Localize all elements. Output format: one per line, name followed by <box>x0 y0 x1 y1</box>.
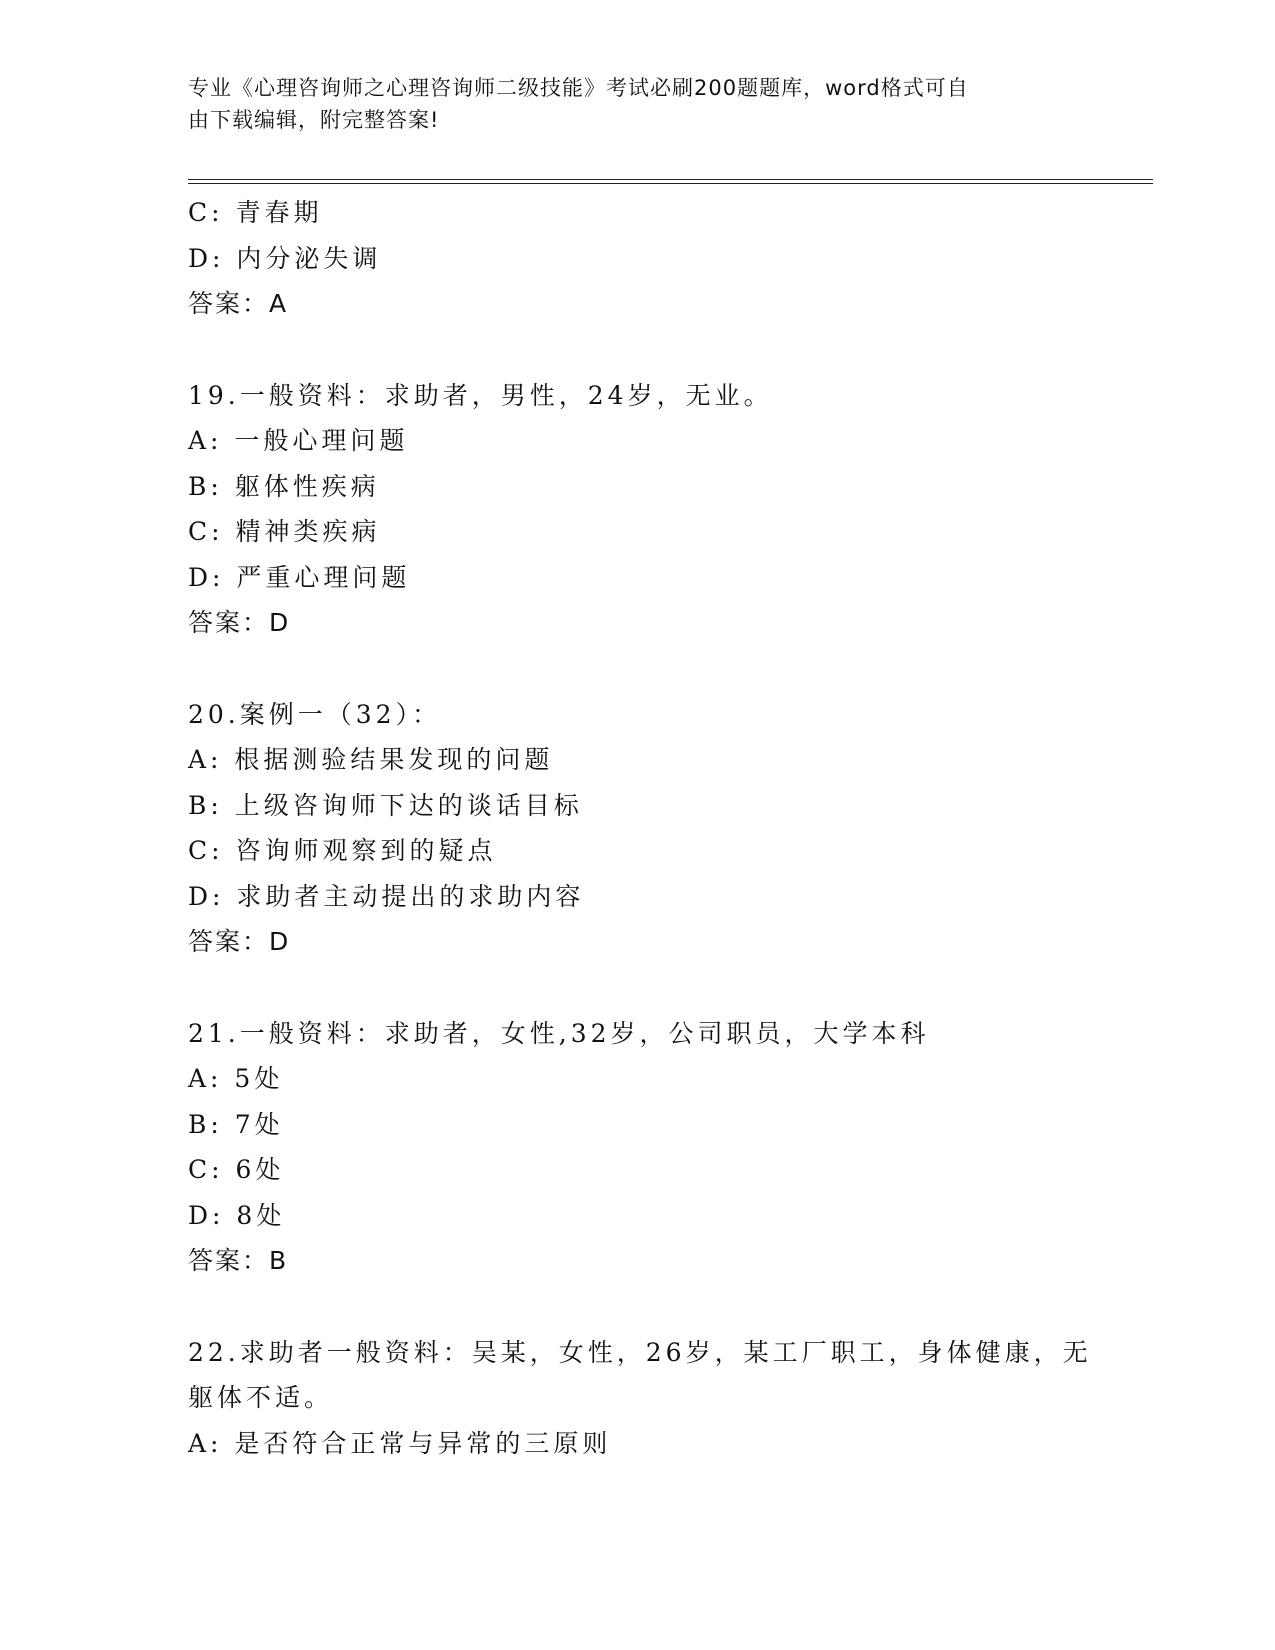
document-header <box>188 72 1088 136</box>
question-stem: 20.案例一（32）： <box>188 699 442 729</box>
answer-line: 答案：B <box>188 1246 289 1275</box>
question-stem: 19.一般资料：求助者，男性，24岁，无业。 <box>188 380 773 410</box>
option-a: A: 是否符合正常与异常的三原则 <box>188 1428 612 1458</box>
option-b: B: 躯体性疾病 <box>188 471 380 501</box>
answer-line: 答案：D <box>188 608 291 637</box>
option-c: C: 精神类疾病 <box>188 517 381 546</box>
answer-line: 答案：A <box>188 289 289 318</box>
question-spacer <box>188 1284 1128 1330</box>
option-d: D: 内分泌失调 <box>188 243 382 273</box>
option-b: B: 上级咨询师下达的谈话目标 <box>188 790 583 820</box>
header-line-1: 专业《心理咨询师之心理咨询师二级技能》考试必刷200题题库，word格式可自 <box>188 76 969 100</box>
header-rule-top <box>188 179 1153 180</box>
option-d: D: 8处 <box>188 1200 286 1230</box>
header-line-2: 由下载编辑，附完整答案! <box>188 108 440 132</box>
option-c: C: 6处 <box>188 1155 285 1184</box>
header-rule-bottom <box>188 183 1153 184</box>
option-a: A: 5处 <box>188 1064 284 1093</box>
question-list <box>188 190 1128 1466</box>
option-d: D: 严重心理问题 <box>188 562 411 592</box>
option-c: C: 青春期 <box>188 198 323 227</box>
option-a: A: 一般心理问题 <box>188 426 409 455</box>
option-c: C: 咨询师观察到的疑点 <box>188 836 497 865</box>
question-spacer <box>188 965 1128 1011</box>
option-a: A: 根据测验结果发现的问题 <box>188 745 554 774</box>
question-stem: 21.一般资料：求助者，女性,32岁，公司职员，大学本科 <box>188 1018 930 1048</box>
option-d: D: 求助者主动提出的求助内容 <box>188 881 585 911</box>
question-spacer <box>188 327 1128 373</box>
question-stem: 22.求助者一般资料：吴某，女性，26岁，某工厂职工，身体健康，无 <box>188 1337 1092 1367</box>
question-stem-continued: 躯体不适。 <box>188 1383 334 1412</box>
answer-line: 答案：D <box>188 927 291 956</box>
question-spacer <box>188 646 1128 692</box>
option-b: B: 7处 <box>188 1109 284 1139</box>
